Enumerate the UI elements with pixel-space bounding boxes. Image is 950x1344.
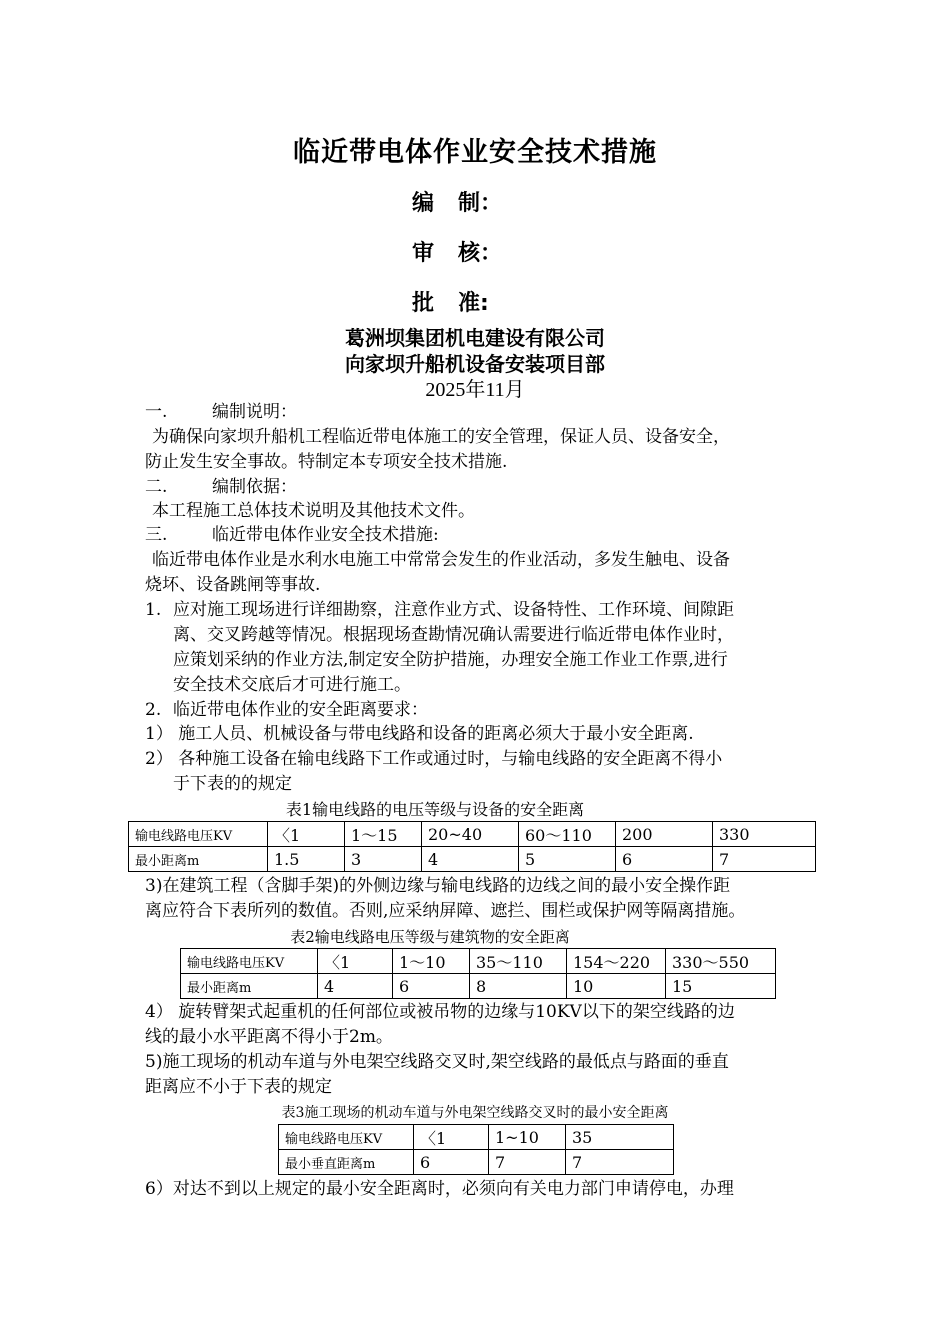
table-cell: 最小垂直距离m — [279, 1150, 414, 1175]
table-voltage-building — [180, 948, 776, 999]
section-title: 编制说明： — [212, 402, 297, 422]
list-item-line: 应策划采纳的作业方法,制定安全防护措施，办理安全施工作业工作票,进行 — [173, 650, 728, 670]
table-row — [279, 1125, 674, 1150]
table3-caption: 表3施工现场的机动车道与外电架空线路交叉时的最小安全距离 — [281, 1105, 669, 1121]
table-row — [181, 974, 776, 999]
section-heading-3 — [145, 523, 439, 547]
paragraph-line: 本工程施工总体技术说明及其他技术文件。 — [152, 501, 475, 521]
paragraph-line: 1） 施工人员、机械设备与带电线路和设备的距离必须大于最小安全距离. — [145, 724, 694, 744]
table-cell: 5 — [519, 847, 616, 872]
table-cell: 35～110 — [470, 949, 567, 974]
table-cell: 最小距离m — [129, 847, 268, 872]
table2-caption: 表2输电线路电压等级与建筑物的安全距离 — [290, 928, 570, 946]
table-cell: 8 — [470, 974, 567, 999]
paragraph-line: 为确保向家坝升船机工程临近带电体施工的安全管理，保证人员、设备安全， — [152, 427, 730, 447]
section-heading-1 — [145, 400, 297, 424]
table-cell: 7 — [566, 1150, 674, 1175]
paragraph-line: 2） 各种施工设备在输电线路下工作或通过时，与输电线路的安全距离不得小 — [145, 749, 723, 769]
signature-reviewer — [412, 236, 502, 267]
table-cell: 4 — [422, 847, 519, 872]
table-cell: 〈1 — [318, 949, 393, 974]
table1-caption: 表1输电线路的电压等级与设备的安全距离 — [285, 800, 585, 819]
table-cell: 6 — [393, 974, 470, 999]
table-cell: 60～110 — [519, 822, 616, 847]
document-title: 临近带电体作业安全技术措施 — [293, 137, 657, 168]
table-row — [129, 847, 816, 872]
paragraph-line: 4） 旋转臂架式起重机的任何部位或被吊物的边缘与10KV以下的架空线路的边 — [145, 1002, 735, 1022]
table-cell: 1～15 — [345, 822, 422, 847]
signature-label-a: 审 — [412, 241, 435, 266]
table-cell: 1～10 — [393, 949, 470, 974]
paragraph-line: 离应符合下表所列的数值。否则,应采纳屏障、遮拦、围栏或保护网等隔离措施。 — [145, 901, 746, 921]
table-cell: 4 — [318, 974, 393, 999]
table-cell: 200 — [616, 822, 713, 847]
signature-label-a: 批 — [412, 291, 435, 316]
paragraph-line: 于下表的的规定 — [173, 774, 292, 794]
table-cell: 7 — [489, 1150, 566, 1175]
table-cell: 7 — [713, 847, 816, 872]
section-number: 二. — [145, 477, 168, 497]
list-item-line: 应对施工现场进行详细勘察，注意作业方式、设备特性、工作环境、间隙距 — [173, 600, 734, 620]
table-cell: 3 — [345, 847, 422, 872]
table-cell: 〈1 — [414, 1125, 489, 1150]
table-cell: 6 — [414, 1150, 489, 1175]
section-number: 三. — [145, 525, 168, 545]
paragraph-line: 烧坏、设备跳闸等事故. — [145, 575, 321, 595]
table-cell: 154～220 — [567, 949, 666, 974]
table-cell: 〈1 — [268, 822, 345, 847]
paragraph-line: 3)在建筑工程（含脚手架)的外侧边缘与输电线路的边线之间的最小安全操作距 — [145, 876, 731, 896]
table-cell: 330 — [713, 822, 816, 847]
list-number: 1. — [145, 600, 162, 620]
list-item-line: 安全技术交底后才可进行施工。 — [173, 675, 411, 695]
paragraph-line: 5)施工现场的机动车道与外电架空线路交叉时,架空线路的最低点与路面的垂直 — [145, 1052, 729, 1072]
table-cell: 330～550 — [666, 949, 776, 974]
paragraph-line: 临近带电体作业是水利水电施工中常常会发生的作业活动，多发生触电、设备 — [152, 550, 730, 570]
list-item-line: 临近带电体作业的安全距离要求： — [173, 700, 428, 720]
table-row — [181, 949, 776, 974]
signature-label-b: 准: — [458, 291, 489, 316]
table-cell: 6 — [616, 847, 713, 872]
table-cell: 1.5 — [268, 847, 345, 872]
table-cell: 10 — [567, 974, 666, 999]
paragraph-line: 防止发生安全事故。特制定本专项安全技术措施. — [145, 452, 508, 472]
section-title: 编制依据： — [212, 477, 297, 497]
table-cell: 1~10 — [489, 1125, 566, 1150]
document-date: 2025年11月 — [425, 379, 525, 401]
section-heading-2 — [145, 475, 297, 499]
table-voltage-equipment — [128, 821, 816, 872]
table-cell: 20~40 — [422, 822, 519, 847]
table-cell: 输电线路电压KV — [129, 822, 268, 847]
department-name: 向家坝升船机设备安装项目部 — [345, 352, 605, 376]
section-number: 一. — [145, 402, 168, 422]
signature-label-a: 编 — [412, 191, 435, 216]
table-cell: 输电线路电压KV — [181, 949, 318, 974]
signature-compiler — [412, 186, 502, 217]
paragraph-line: 距离应不小于下表的规定 — [145, 1077, 332, 1097]
table-vehicle-crossing — [278, 1124, 674, 1175]
paragraph-line: 6）对达不到以上规定的最小安全距离时，必须向有关电力部门申请停电，办理 — [145, 1179, 734, 1199]
signature-label-b: 制： — [458, 191, 503, 216]
table-cell: 输电线路电压KV — [279, 1125, 414, 1150]
signature-approver — [412, 286, 489, 317]
signature-label-b: 核： — [458, 241, 503, 266]
section-title: 临近带电体作业安全技术措施: — [212, 525, 439, 545]
table-cell: 最小距离m — [181, 974, 318, 999]
table-cell: 15 — [666, 974, 776, 999]
list-number: 2. — [145, 700, 162, 720]
table-cell: 35 — [566, 1125, 674, 1150]
list-item-line: 离、交叉跨越等情况。根据现场查勘情况确认需要进行临近带电体作业时， — [173, 625, 734, 645]
company-name: 葛洲坝集团机电建设有限公司 — [345, 326, 605, 350]
paragraph-line: 线的最小水平距离不得小于2m。 — [145, 1027, 393, 1047]
table-row — [129, 822, 816, 847]
table-row — [279, 1150, 674, 1175]
